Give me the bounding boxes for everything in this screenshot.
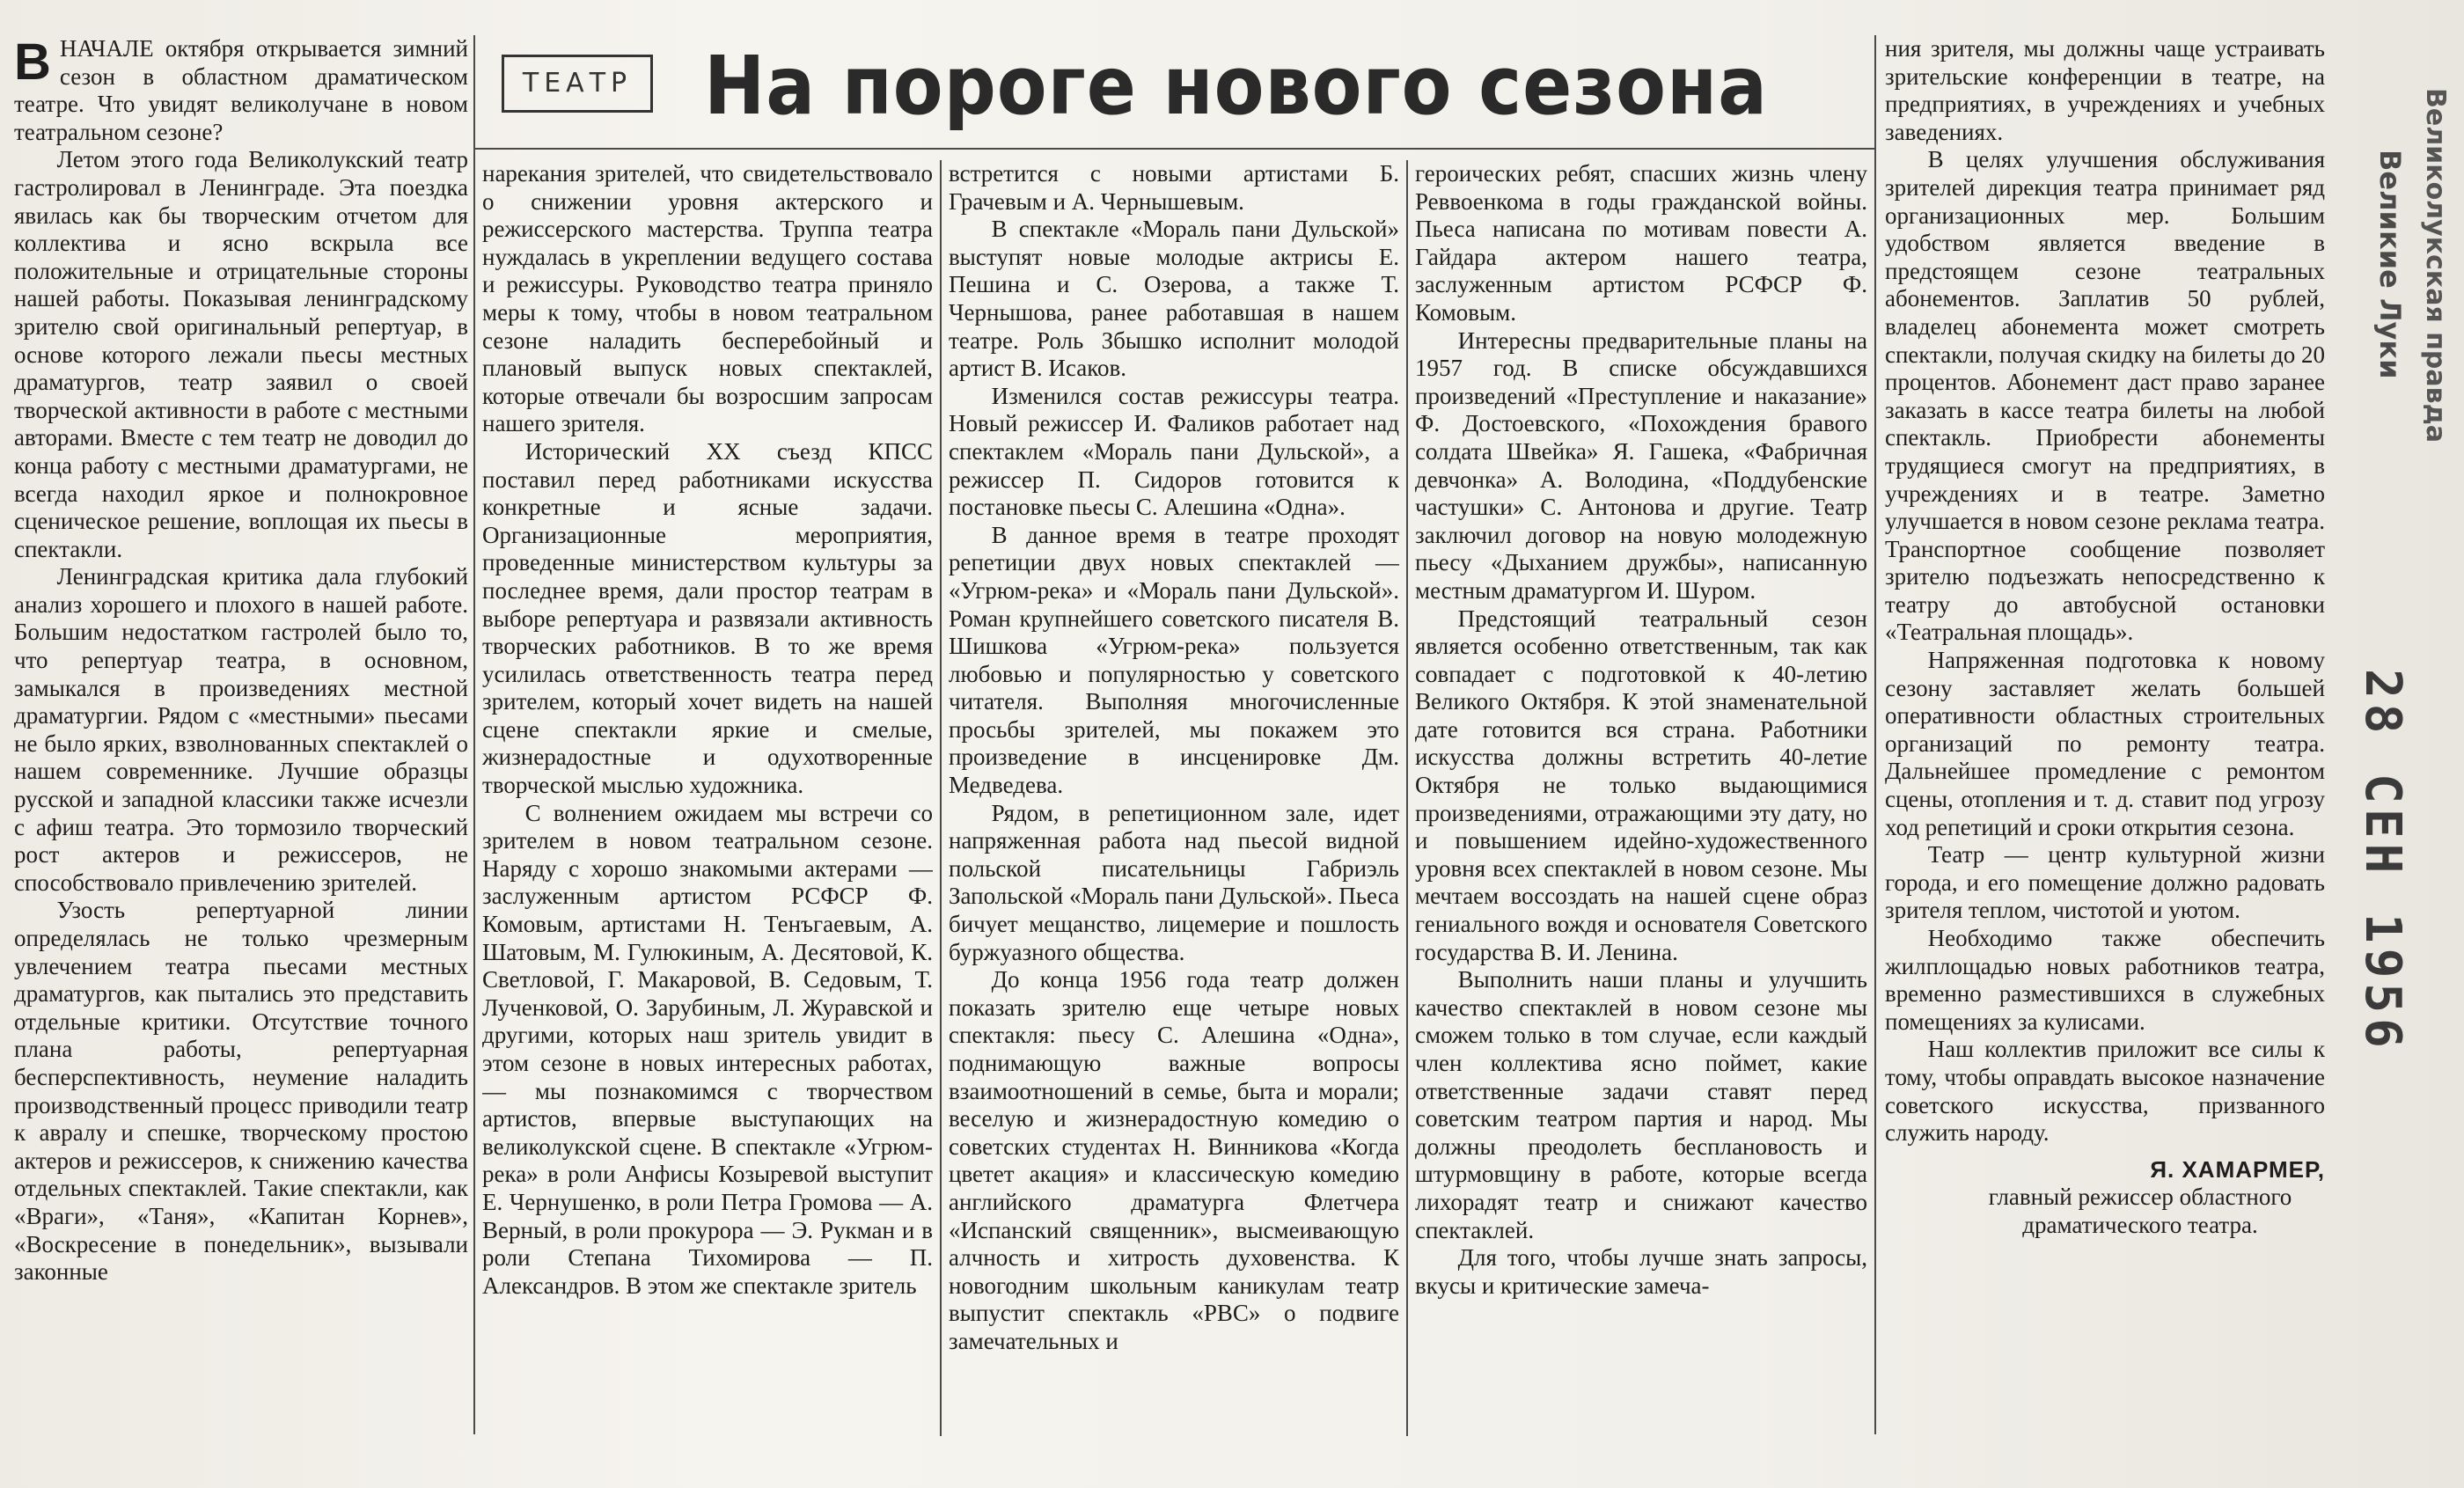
- header-rule: [475, 148, 1874, 150]
- lead-paragraph: ВНАЧАЛЕ октября открывается зимний сезон в областном драматическом театре. Что увидят великолучане в новом театральном сезоне?: [14, 35, 468, 145]
- paragraph: До конца 1956 года театр должен показать зрителю еще четыре новых спектакля: пьесу С. Алешина «Одна», поднимающую важные вопросы взаимоотношений в семье, быта и морали; веселую и жизнерадостную комедию о советских студентах Н. Винникова «Когда цветет акация» и классическую комедию английского драматурга Флетчера «Испанский священник», высмеивающую алчность и хитрость духовенства. К новогодним школьным каникулам театр выпустит спектакль «РВС» о подвиге замечательных и: [949, 966, 1399, 1354]
- margin-newspaper-title: Великолукская правда: [2420, 88, 2451, 443]
- paragraph: Театр — центр культурной жизни города, и его помещение должно радовать зрителя теплом, чистотой и уютом.: [1885, 841, 2325, 924]
- headline: На пороге нового сезона: [704, 39, 1768, 133]
- paragraph: Предстоящий театральный сезон является особенно ответственным, так как совпадает с подготовкой к 40-летию Великого Октября. К этой знаменательной дате готовится вся страна. Работники искусства должны встретить 40-летие Октября не только выдающимися произведениями, отражающими эту дату, но и повышением идейно-художественного уровня всех спектаклей в новом сезоне. Мы мечтаем воссоздать на нашей сцене образ гениального вождя и основателя Советского государства В. И. Ленина.: [1415, 605, 1867, 965]
- paragraph: Необходимо также обеспечить жилплощадью новых работников театра, временно разместившихся в служебных помещениях за кулисами.: [1885, 925, 2325, 1035]
- paragraph: героических ребят, спасших жизнь члену Реввоенкома в годы гражданской войны. Пьеса написана по мотивам повести А. Гайдара актером нашего театра, заслуженным артистом РСФСР Ф. Комовым.: [1415, 160, 1867, 326]
- column-1: [14, 35, 468, 1434]
- author-role: главный режиссер областного драматического театра.: [1988, 1184, 2292, 1238]
- margin-city: Великие Луки: [2373, 150, 2407, 379]
- author-signature: Я. ХАМАРМЕР,: [2150, 1155, 2325, 1183]
- paragraph: Летом этого года Великолукский театр гастролировал в Ленинграде. Эта поездка явилась как бы творческим отчетом для коллектива и ясно вскрыла все положительные и отрицательные стороны нашей работы. Показывая ленинградскому зрителю свой оригинальный репертуар, в основе которого лежали пьесы местных драматургов, театр заявил о своей творческой активности в работе с местными авторами. Вместе с тем театр не доводил до конца работу с местными драматургами, не всегда находил яркое и полнокровное сценическое решение, воплощая их пьесы в спектакли.: [14, 146, 468, 562]
- paragraph: встретится с новыми артистами Б. Грачевым и А. Чернышевым.: [949, 160, 1399, 215]
- paragraph: Ленинградская критика дала глубокий анализ хорошего и плохого в нашей работе. Большим недостатком гастролей было то, что репертуар театра, в основном, замыкался в произведениях местной драматургии. Рядом с «местными» пьесами не было ярких, взволнованных спектаклей о нашем современнике. Лучшие образцы русской и западной классики также исчезли с афиш театра. Это тормозило творческий рост актеров и режиссеров, не способствовало привлечению зрителей.: [14, 563, 468, 896]
- paragraph: Интересны предварительные планы на 1957 год. В списке обсуждавшихся произведений «Преступление и наказание» Ф. Достоевского, «Похождения бравого солдата Швейка» Я. Гашека, «Фабричная девчонка» А. Володина, «Поддубенские частушки» С. Антонова и другие. Театр заключил договор на новую молодежную пьесу «Дыханием дружбы», написанную местным драматургом И. Шуром.: [1415, 326, 1867, 604]
- column-rule: [473, 35, 475, 1434]
- column-rule: [1406, 160, 1408, 1436]
- column-3: [949, 160, 1399, 1436]
- column-4: [1415, 160, 1867, 1436]
- paragraph: Напряженная подготовка к новому сезону заставляет желать большей оперативности областных строительных организаций по ремонту театра. Дальнейшее промедление с ремонтом сцены, отопления и т. д. ставит под угрозу ход репетиций и сроки открытия сезона.: [1885, 647, 2325, 840]
- paragraph: Изменился состав режиссуры театра. Новый режиссер И. Фаликов работает над спектаклем «Мораль пани Дульской», а режиссер П. Сидоров готовится к постановке пьесы С. Алешина «Одна».: [949, 382, 1399, 521]
- paragraph: С волнением ожидаем мы встречи со зрителем в новом театральном сезоне. Наряду с хорошо знакомыми актерами — заслуженным артистом РСФСР Ф. Комовым, артистами Н. Тенъгаевым, А. Шатовым, М. Гулюкиным, А. Десятовой, К. Светловой, Г. Макаровой, В. Седовым, Т. Лученковой, О. Зарубиным, Л. Журавской и другими, которых наш зритель увидит в этом сезоне в новых интересных работах, — мы познакомимся с творчеством артистов, впервые выступающих на великолукской сцене. В спектакле «Угрюм-река» в роли Анфисы Козыревой выступит Е. Чернушенко, в роли Петра Громова — А. Верный, в роли прокурора — Э. Рукман и в роли Степана Тихомирова — П. Александров. В этом же спектакле зритель: [482, 799, 933, 1299]
- drop-cap: В: [14, 35, 51, 91]
- paragraph: Для того, чтобы лучше знать запросы, вкусы и критические замеча-: [1415, 1244, 1867, 1299]
- paragraph: Наш коллектив приложит все силы к тому, чтобы оправдать высокое назначение советского искусства, призванного служить народу.: [1885, 1036, 2325, 1147]
- paragraph: В спектакле «Мораль пани Дульской» выступят новые молодые актрисы Е. Пешина и С. Озерова, а также Т. Чернышова, ранее работавшая в нашем театре. Роль Збышко исполнит молодой артист В. Исаков.: [949, 216, 1399, 382]
- date-stamp: 28 СЕН 1956: [2354, 669, 2411, 1053]
- paragraph: Выполнить наши планы и улучшить качество спектаклей в новом сезоне мы сможем только в том случае, если каждый член коллектива ясно поймет, какие ответственные задачи ставят перед советским театром партия и народ. Мы должны преодолеть бесплановость и штурмовщину в работе, которые всегда лихорадят театр и снижают качество спектаклей.: [1415, 966, 1867, 1243]
- paragraph: Исторический XX съезд КПСС поставил перед работниками искусства конкретные и ясные задачи. Организационные мероприятия, проведенные министерством культуры за последнее время, дали простор театрам в выборе репертуара и развязали активность творческих работников. В то же время усилилась ответственность театра перед зрителем, который хочет видеть на нашей сцене спектакли яркие и смелые, жизнерадостные и одухотворенные творческой мыслью художника.: [482, 437, 933, 799]
- column-rule: [1874, 35, 1876, 1434]
- paragraph: Рядом, в репетиционном зале, идет напряженная работа над пьесой видной польской писательницы Габриэль Запольской «Мораль пани Дульской». Пьеса бичует мещанство, лицемерие и пошлость буржуазного общества.: [949, 799, 1399, 965]
- column-2: [482, 160, 933, 1436]
- paragraph: ния зрителя, мы должны чаще устраивать зрительские конференции в театре, на предприятиях, в учреждениях и учебных заведениях.: [1885, 35, 2325, 145]
- rubric-label: ТЕАТР: [502, 55, 653, 113]
- paragraph: В целях улучшения обслуживания зрителей дирекция театра принимает ряд организационных мер. Большим удобством является введение в предстоящем сезоне театральных абонементов. Заплатив 50 рублей, владелец абонемента может смотреть спектакли, получая скидку на билеты до 20 процентов. Абонемент даст право заранее заказать в кассе театра билеты на любой спектакль. Приобрести абонементы трудящиеся смогут на предприятиях, в учреждениях и в театре. Заметно улучшается в новом сезоне реклама театра. Транспортное сообщение позволяет зрителю подъезжать непосредственно к театру до автобусной остановки «Театральная площадь».: [1885, 146, 2325, 646]
- column-rule: [940, 160, 942, 1436]
- paragraph: В данное время в театре проходят репетиции двух новых спектаклей — «Угрюм-река» и «Мораль пани Дульской». Роман крупнейшего советского писателя В. Шишкова «Угрюм-река» пользуется любовью и популярностью у советского читателя. Выполняя многочисленные просьбы зрителей, мы покажем это произведение в инсценировке Дм. Медведева.: [949, 521, 1399, 799]
- column-5: [1885, 35, 2325, 1443]
- paragraph: нарекания зрителей, что свидетельствовало о снижении уровня актерского и режиссерского мастерства. Труппа театра нуждалась в укреплении ведущего состава и режиссуры. Руководство театра приняло меры к тому, чтобы в новом театральном сезоне наладить бесперебойный и плановый выпуск новых спектаклей, которые отвечали бы возросшим запросам нашего зрителя.: [482, 160, 933, 437]
- paragraph: Узость репертуарной линии определялась не только чрезмерным увлечением театра пьесами местных драматургов, как пытались это представить отдельные критики. Отсутствие точного плана работы, репертуарная бесперспективность, неумение наладить производственный процесс приводили театр к авралу и спешке, творческому простою актеров и режиссеров, к снижению качества отдельных спектаклей. Такие спектакли, как «Враги», «Таня», «Капитан Корнев», «Воскресение в понедельник», вызывали законные: [14, 897, 468, 1286]
